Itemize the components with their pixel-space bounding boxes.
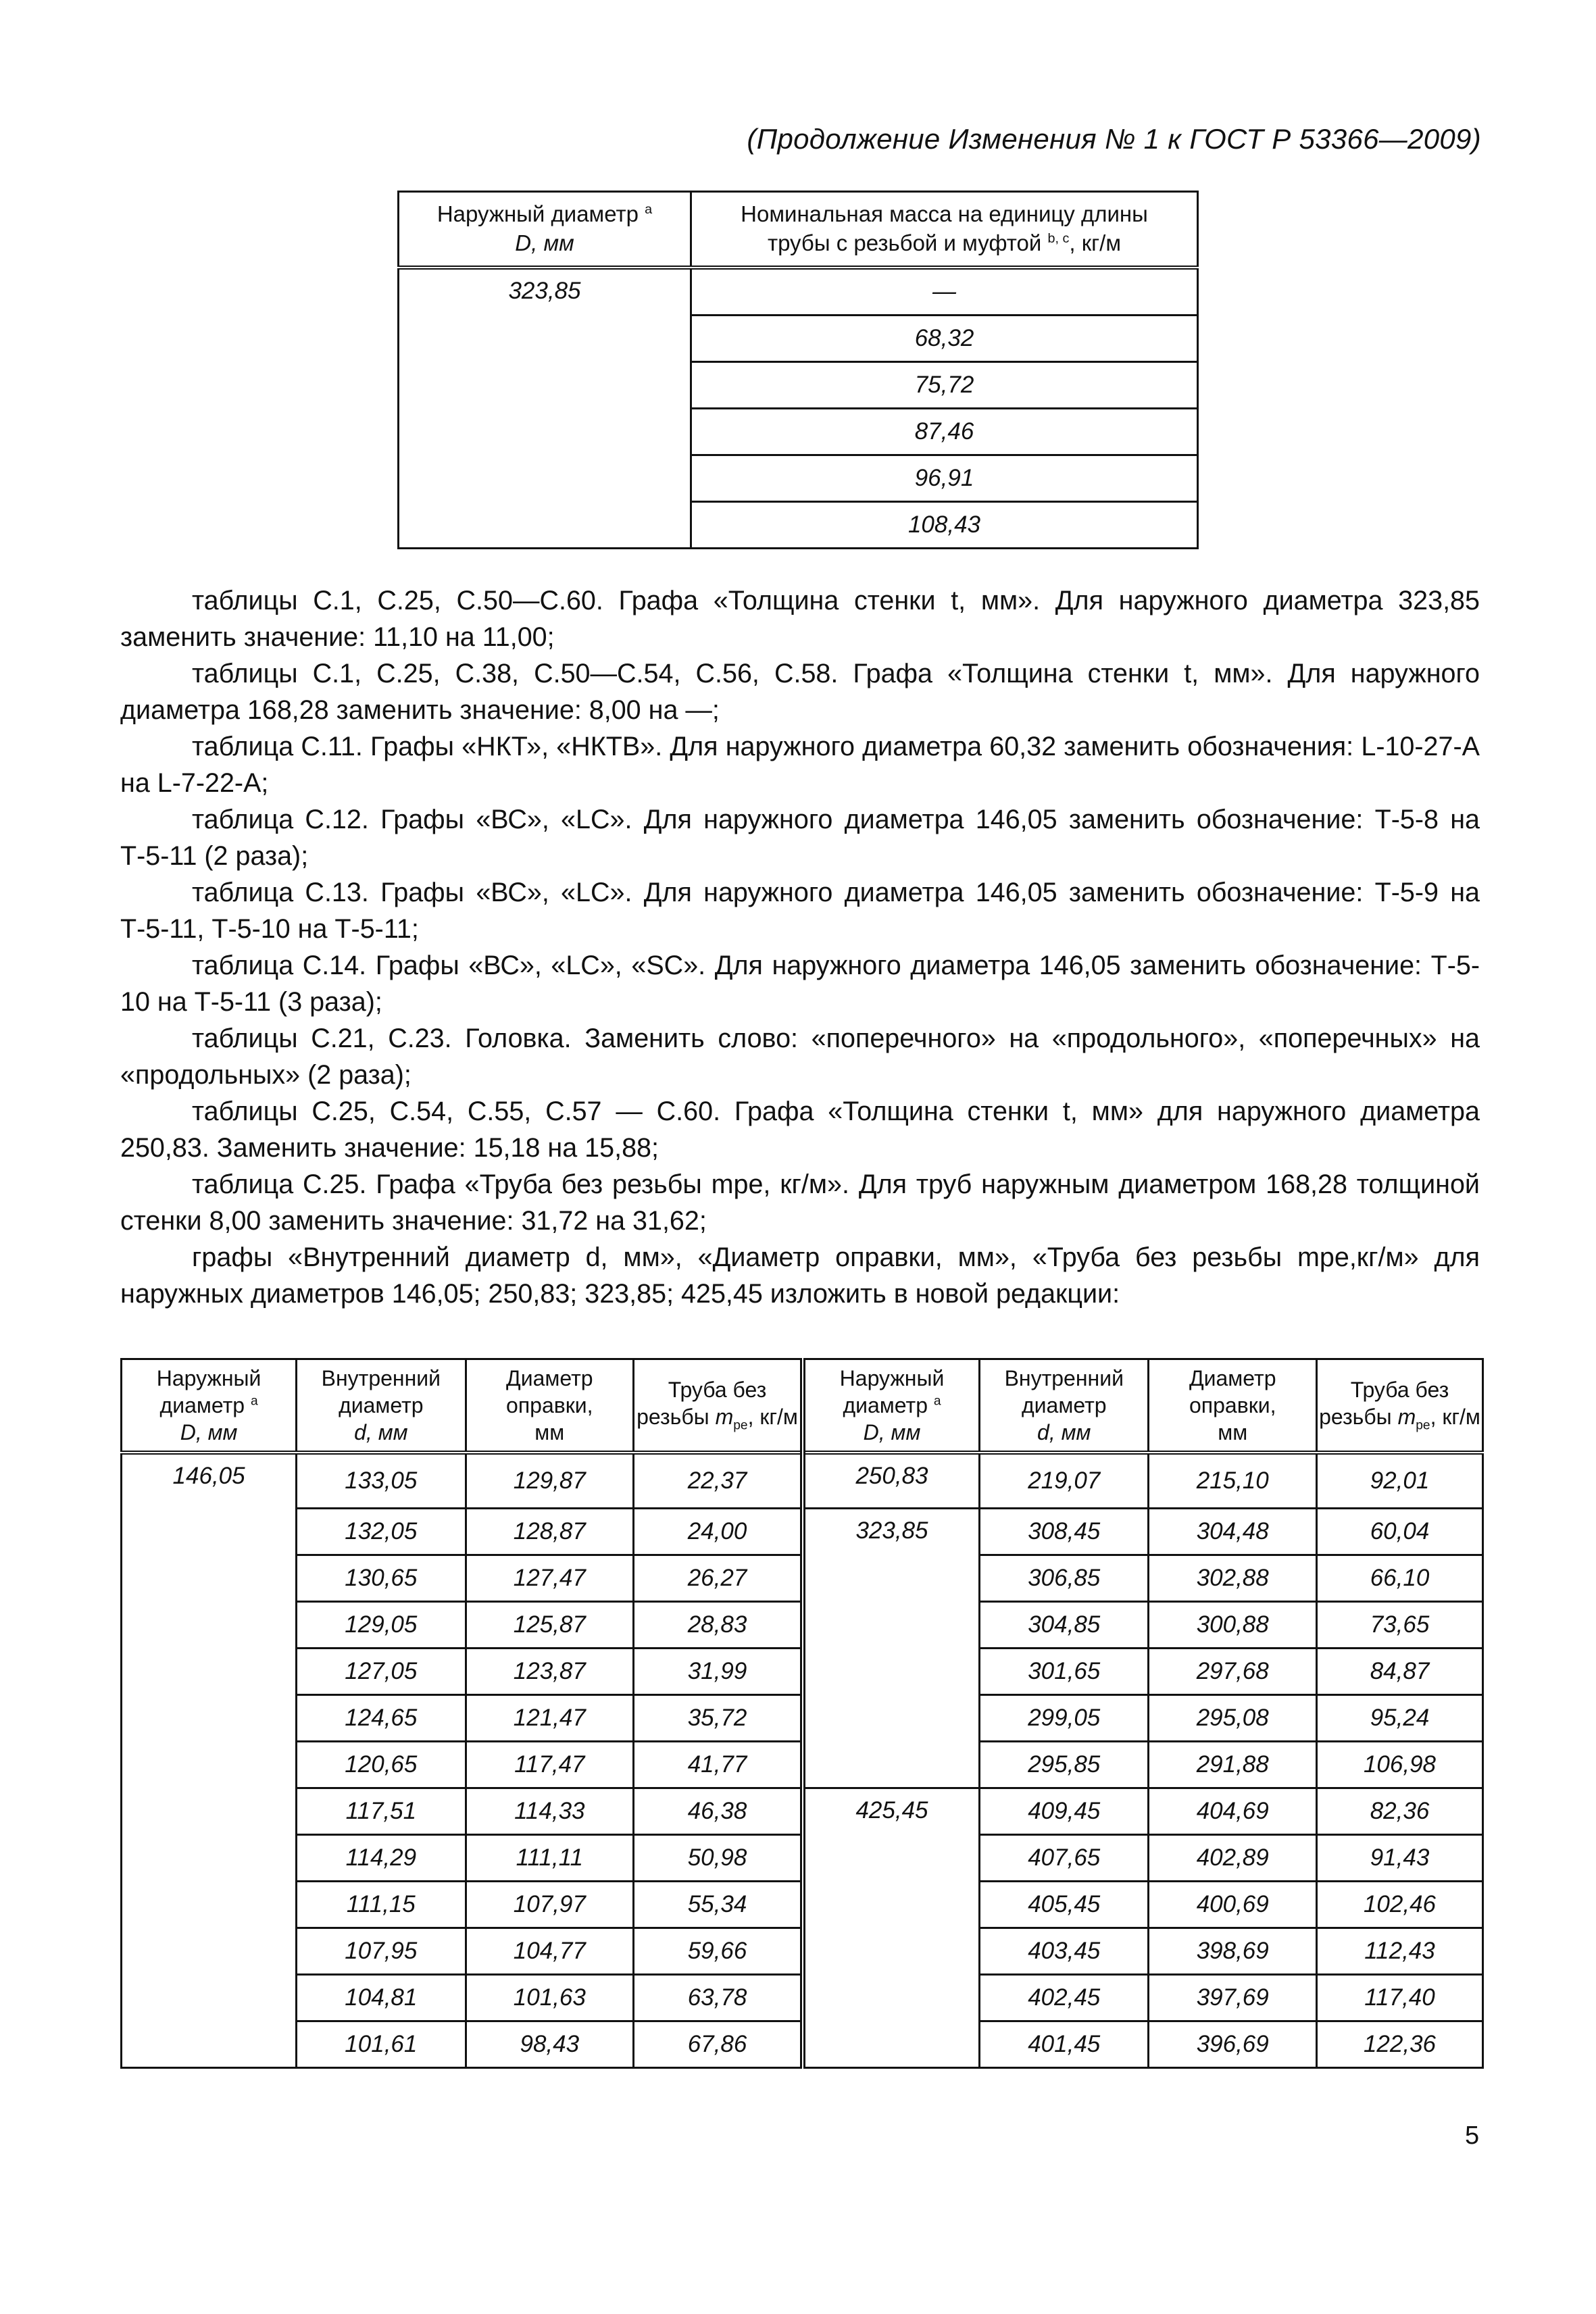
table-cell: 84,87 [1317, 1649, 1483, 1695]
table-cell: 106,98 [1317, 1742, 1483, 1788]
table-cell: 132,05 [297, 1509, 466, 1555]
table-row [122, 1453, 1483, 1509]
table-cell: 402,89 [1149, 1835, 1317, 1882]
table-cell: 67,86 [634, 2021, 803, 2068]
table-cell: 50,98 [634, 1835, 803, 1882]
table-cell: 129,87 [466, 1453, 634, 1509]
table-cell: 402,45 [980, 1975, 1149, 2021]
table-cell: 123,87 [466, 1649, 634, 1695]
table-cell: 107,95 [297, 1928, 466, 1975]
table-cell: 121,47 [466, 1695, 634, 1742]
table-cell: 102,46 [1317, 1882, 1483, 1928]
table-cell: 26,27 [634, 1555, 803, 1602]
table-cell: 117,40 [1317, 1975, 1483, 2021]
table-cell: 104,81 [297, 1975, 466, 2021]
table-cell: 60,04 [1317, 1509, 1483, 1555]
table-cell: 397,69 [1149, 1975, 1317, 2021]
table-cell: 304,85 [980, 1602, 1149, 1649]
table-cell: 295,85 [980, 1742, 1149, 1788]
table-cell: 127,47 [466, 1555, 634, 1602]
table-cell: 112,43 [1317, 1928, 1483, 1975]
mass-table [397, 191, 1199, 549]
table-cell: 55,34 [634, 1882, 803, 1928]
table-row [122, 2021, 1483, 2068]
table-cell: 41,77 [634, 1742, 803, 1788]
paragraph: таблица С.14. Графы «ВС», «LC», «SC». Для наружного диаметра 146,05 заменить обозначение: Т-5-10 на Т-5-11 (3 раза); [120, 951, 1480, 1017]
table-cell: 108,43 [691, 502, 1198, 549]
table-cell: 117,47 [466, 1742, 634, 1788]
table-row [122, 1602, 1483, 1649]
outer-diameter-header: Наружный диаметр $^a$ D, мм [399, 192, 691, 268]
table-cell: 111,15 [297, 1882, 466, 1928]
table-cell: 291,88 [1149, 1742, 1317, 1788]
paragraph: таблица С.12. Графы «ВС», «LC». Для наружного диаметра 146,05 заменить обозначение: Т-5-8 на Т-5-11 (2 раза); [120, 805, 1480, 871]
diameter-table [120, 1358, 1484, 2069]
table-cell: 92,01 [1317, 1453, 1483, 1509]
inner-diameter-header: Внутренний диаметр d, мм [980, 1359, 1149, 1453]
table-cell: 323,85 [399, 268, 691, 549]
paragraph: таблица С.13. Графы «ВС», «LC». Для наружного диаметра 146,05 заменить обозначение: Т-5-9 на Т-5-11, Т-5-10 на Т-5-11; [120, 878, 1480, 944]
amendment-text [120, 582, 1480, 1312]
table-cell: 405,45 [980, 1882, 1149, 1928]
paragraph: таблицы С.21, С.23. Головка. Заменить слово: «поперечного» на «продольного», «поперечных» на «продольных» (2 раза); [120, 1024, 1480, 1090]
table-cell: 104,77 [466, 1928, 634, 1975]
table-cell: 96,91 [691, 455, 1198, 502]
page-number: 5 [1465, 2121, 1480, 2150]
table-cell: 404,69 [1149, 1788, 1317, 1835]
table-cell: 250,83 [803, 1453, 980, 1509]
table-cell: 130,65 [297, 1555, 466, 1602]
table-cell: 73,65 [1317, 1602, 1483, 1649]
table-cell: 400,69 [1149, 1882, 1317, 1928]
table-cell: 295,08 [1149, 1695, 1317, 1742]
document-header: (Продолжение Изменения № 1 к ГОСТ Р 53366—2009) [747, 123, 1481, 155]
table-cell: 82,36 [1317, 1788, 1483, 1835]
table-cell: 301,65 [980, 1649, 1149, 1695]
table-cell: 122,36 [1317, 2021, 1483, 2068]
table-cell: 128,87 [466, 1509, 634, 1555]
pipe-mass-header: Труба без резьбы $m_{pe}$, кг/м [1317, 1359, 1483, 1453]
table-cell: 129,05 [297, 1602, 466, 1649]
table-cell: 124,65 [297, 1695, 466, 1742]
outer-diameter-header: Наружный диаметр $^a$ D, мм [122, 1359, 297, 1453]
table-cell: 107,97 [466, 1882, 634, 1928]
table-row [122, 1695, 1483, 1742]
table-cell: 91,43 [1317, 1835, 1483, 1882]
outer-diameter-header: Наружный диаметр $^a$ D, мм [803, 1359, 980, 1453]
table-cell: 127,05 [297, 1649, 466, 1695]
paragraph: таблицы С.1, С.25, С.50—С.60. Графа «Толщина стенки t, мм». Для наружного диаметра 323,85 заменить значение: 11,10 на 11,00; [120, 586, 1480, 652]
table-cell: 302,88 [1149, 1555, 1317, 1602]
table-row [122, 1928, 1483, 1975]
table-cell: 46,38 [634, 1788, 803, 1835]
table-cell: 425,45 [803, 1788, 980, 2068]
table-cell: 98,43 [466, 2021, 634, 2068]
table-cell: 215,10 [1149, 1453, 1317, 1509]
table-row [122, 1975, 1483, 2021]
table-cell: 68,32 [691, 316, 1198, 362]
table-row [122, 1835, 1483, 1882]
table-cell: 323,85 [803, 1509, 980, 1788]
paragraph: таблицы С.1, С.25, С.38, С.50—С.54, С.56, С.58. Графа «Толщина стенки t, мм». Для наружного диаметра 168,28 заменить значение: 8,00 на —; [120, 659, 1480, 725]
paragraph: таблицы С.25, С.54, С.55, С.57 — С.60. Графа «Толщина стенки t, мм» для наружного диаметра 250,83. Заменить значение: 15,18 на 15,88; [120, 1097, 1480, 1163]
table-cell: 24,00 [634, 1509, 803, 1555]
table-cell: 111,11 [466, 1835, 634, 1882]
table-cell: 299,05 [980, 1695, 1149, 1742]
table-cell: 308,45 [980, 1509, 1149, 1555]
table-cell: 95,24 [1317, 1695, 1483, 1742]
table-cell: 117,51 [297, 1788, 466, 1835]
table-cell: 306,85 [980, 1555, 1149, 1602]
table-cell: 22,37 [634, 1453, 803, 1509]
table-cell: 146,05 [122, 1453, 297, 2068]
inner-diameter-header: Внутренний диаметр d, мм [297, 1359, 466, 1453]
table-cell: 396,69 [1149, 2021, 1317, 2068]
mandrel-diameter-header: Диаметр оправки, мм [466, 1359, 634, 1453]
table-row [122, 1649, 1483, 1695]
table-cell: 409,45 [980, 1788, 1149, 1835]
table-cell: 300,88 [1149, 1602, 1317, 1649]
table-cell: 59,66 [634, 1928, 803, 1975]
table-cell: 219,07 [980, 1453, 1149, 1509]
table-cell: 101,61 [297, 2021, 466, 2068]
paragraph: таблица С.25. Графа «Труба без резьбы mpe, кг/м». Для труб наружным диаметром 168,28 толщиной стенки 8,00 заменить значение: 31,72 на 31,62; [120, 1169, 1480, 1236]
table-cell: 35,72 [634, 1695, 803, 1742]
table-cell: 31,99 [634, 1649, 803, 1695]
nominal-mass-header: Номинальная масса на единицу длины трубы с резьбой и муфтой $^{b, c}$, кг/м [691, 192, 1198, 268]
table-row [122, 1742, 1483, 1788]
table-cell: — [691, 268, 1198, 316]
table-row [122, 1788, 1483, 1835]
paragraph: графы «Внутренний диаметр d, мм», «Диаметр оправки, мм», «Труба без резьбы mpe,кг/м» для наружных диаметров 146,05; 250,83; 323,85; 425,45 изложить в новой редакции: [120, 1242, 1480, 1309]
mandrel-diameter-header: Диаметр оправки, мм [1149, 1359, 1317, 1453]
table-cell: 125,87 [466, 1602, 634, 1649]
table-cell: 398,69 [1149, 1928, 1317, 1975]
table-row [122, 1882, 1483, 1928]
table-cell: 120,65 [297, 1742, 466, 1788]
table-cell: 28,83 [634, 1602, 803, 1649]
table-cell: 401,45 [980, 2021, 1149, 2068]
table-cell: 75,72 [691, 362, 1198, 409]
table-cell: 304,48 [1149, 1509, 1317, 1555]
table-row [122, 1509, 1483, 1555]
table-cell: 403,45 [980, 1928, 1149, 1975]
table-cell: 66,10 [1317, 1555, 1483, 1602]
table-cell: 407,65 [980, 1835, 1149, 1882]
table-cell: 297,68 [1149, 1649, 1317, 1695]
table-cell: 133,05 [297, 1453, 466, 1509]
paragraph: таблица С.11. Графы «НКТ», «НКТВ». Для наружного диаметра 60,32 заменить обозначения: L-10-27-A на L-7-22-A; [120, 732, 1480, 798]
table-cell: 114,33 [466, 1788, 634, 1835]
table-cell: 114,29 [297, 1835, 466, 1882]
table-cell: 87,46 [691, 409, 1198, 455]
pipe-mass-header: Труба без резьбы $m_{pe}$, кг/м [634, 1359, 803, 1453]
table-row [122, 1555, 1483, 1602]
table-cell: 101,63 [466, 1975, 634, 2021]
table-cell: 63,78 [634, 1975, 803, 2021]
